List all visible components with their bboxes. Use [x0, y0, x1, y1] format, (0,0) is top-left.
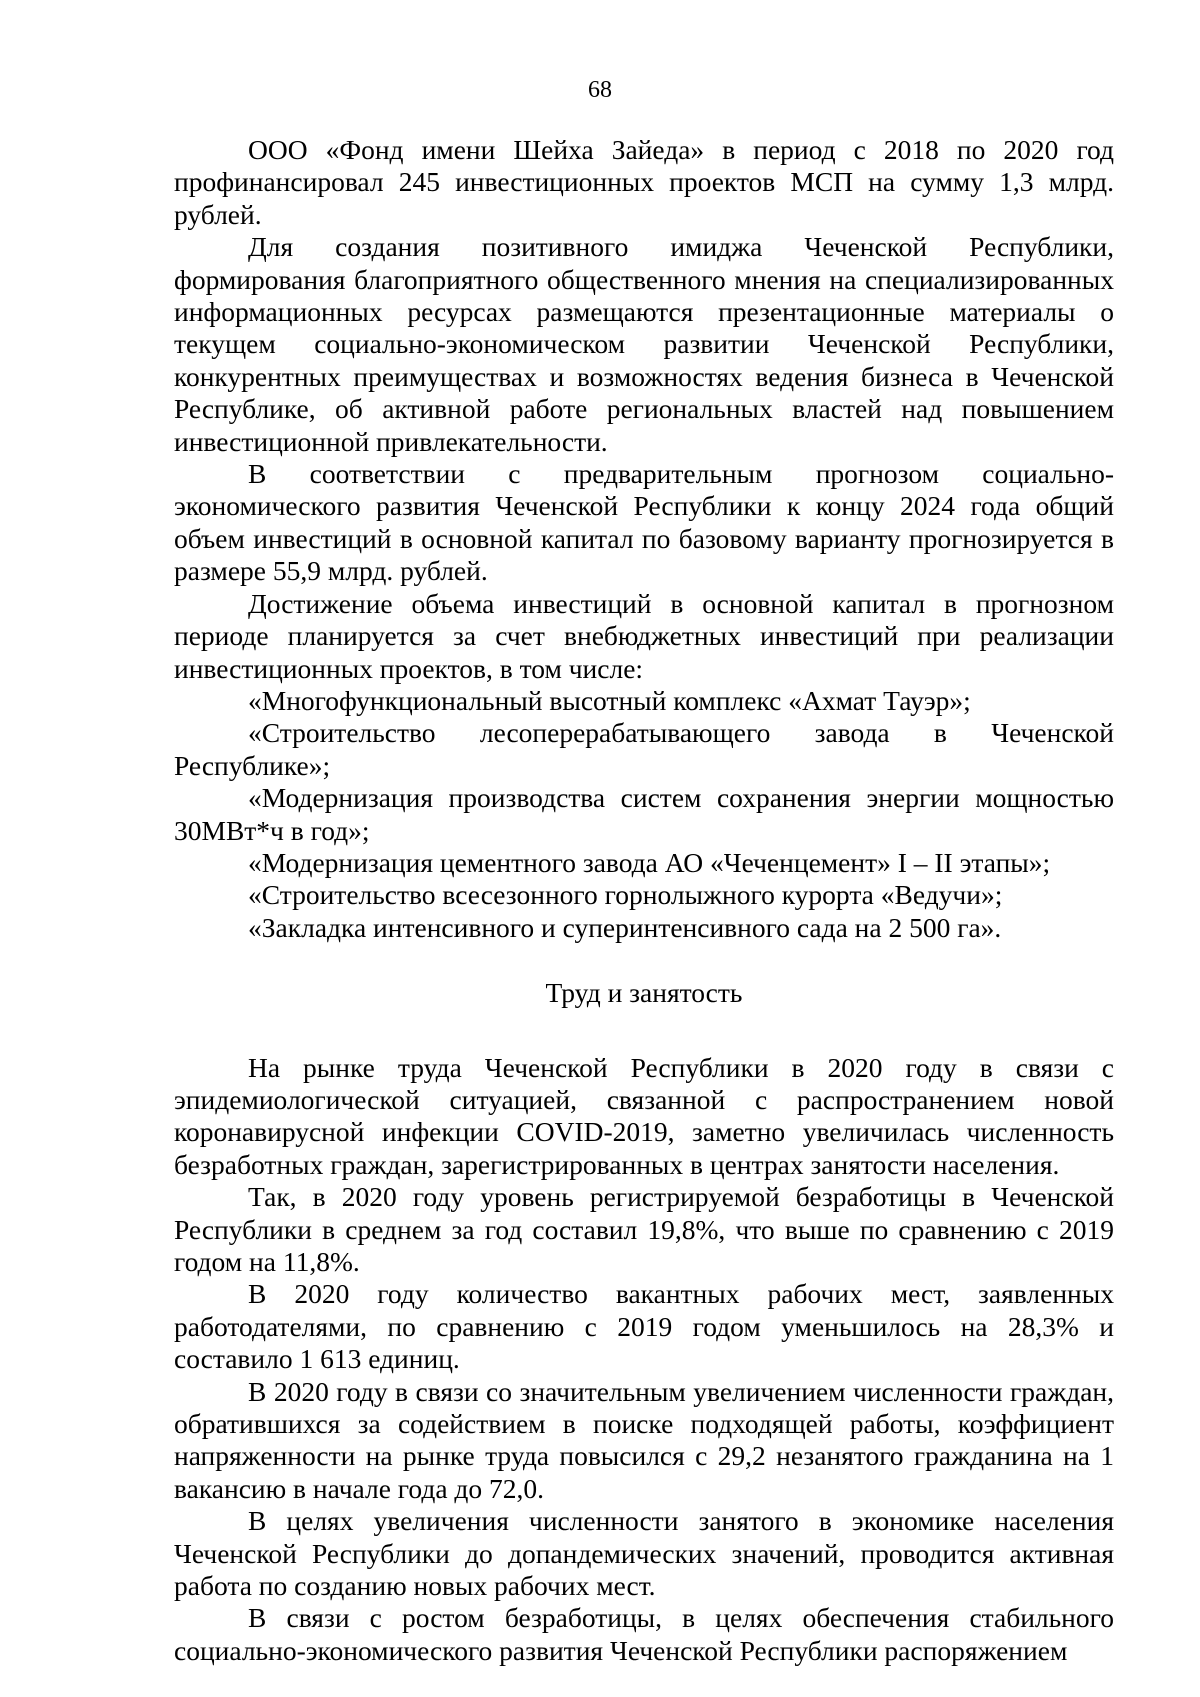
paragraph-investment-sources: Достижение объема инвестиций в основной капитал в прогнозном периоде планируется за счет внебюджетных инвестиций при реализации инвестиционных проектов, в том числе: [174, 587, 1114, 684]
paragraph-new-jobs: В целях увеличения численности занятого в экономике населения Чеченской Республики до допандемических значений, проводится активная работа по созданию новых рабочих мест. [174, 1505, 1114, 1602]
paragraph-labor-market: На рынке труда Чеченской Республики в 2020 году в связи с эпидемиологической ситуацией, связанной с распространением новой коронавирусной инфекции COVID-2019, заметно увеличилась численность безработных граждан, зарегистрированных в центрах занятости населения. [174, 1051, 1114, 1180]
section-title: Труд и занятость [545, 977, 743, 1009]
project-item: «Модернизация цементного завода АО «Чеченцемент» I – II этапы»; [248, 846, 1051, 878]
document-body [174, 134, 1114, 1667]
paragraph-image-promotion: Для создания позитивного имиджа Чеченской Республики, формирования благоприятного общественного мнения на специализированных информационных ресурсах размещаются презентационные материалы о текущем социально-экономическом развитии Чеченской Республики, конкурентных преимуществах и возможностях ведения бизнеса в Чеченской Республике, об активной работе региональных властей над повышением инвестиционной привлекательности. [174, 231, 1114, 457]
paragraph-stability-order: В связи с ростом безработицы, в целях обеспечения стабильного социально-экономического развития Чеченской Республики распоряжением [174, 1602, 1114, 1666]
project-item: «Многофункциональный высотный комплекс «Ахмат Тауэр»; [248, 684, 971, 716]
page-number: 68 [588, 77, 612, 103]
project-item: «Закладка интенсивного и суперинтенсивного сада на 2 500 га». [248, 911, 1002, 943]
paragraph-fund-financing: ООО «Фонд имени Шейха Зайеда» в период с 2018 по 2020 год профинансировал 245 инвестиционных проектов МСП на сумму 1,3 млрд. рублей. [174, 134, 1114, 230]
paragraph-vacancies: В 2020 году количество вакантных рабочих мест, заявленных работодателями, по сравнению с 2019 годом уменьшилось на 28,3% и составило 1 613 единиц. [174, 1278, 1114, 1375]
project-item: «Модернизация производства систем сохранения энергии мощностью 30МВт*ч в год»; [174, 782, 1114, 846]
project-item: «Строительство всесезонного горнолыжного курорта «Ведучи»; [248, 879, 1003, 911]
project-item: «Строительство лесоперерабатывающего завода в Чеченской Республике»; [174, 717, 1114, 781]
paragraph-unemployment-rate: Так, в 2020 году уровень регистрируемой безработицы в Чеченской Республики в среднем за год составил 19,8%, что выше по сравнению с 2019 годом на 11,8%. [174, 1181, 1114, 1277]
paragraph-investment-forecast: В соответствии с предварительным прогнозом социально-экономического развития Чеченской Республики к концу 2024 года общий объем инвестиций в основной капитал по базовому варианту прогнозируется в размере 55,9 млрд. рублей. [174, 458, 1114, 587]
paragraph-tension-coefficient: В 2020 году в связи со значительным увеличением численности граждан, обратившихся за содействием в поиске подходящей работы, коэффициент напряженности на рынке труда повысился с 29,2 незанятого гражданина на 1 вакансию в начале года до 72,0. [174, 1375, 1114, 1504]
